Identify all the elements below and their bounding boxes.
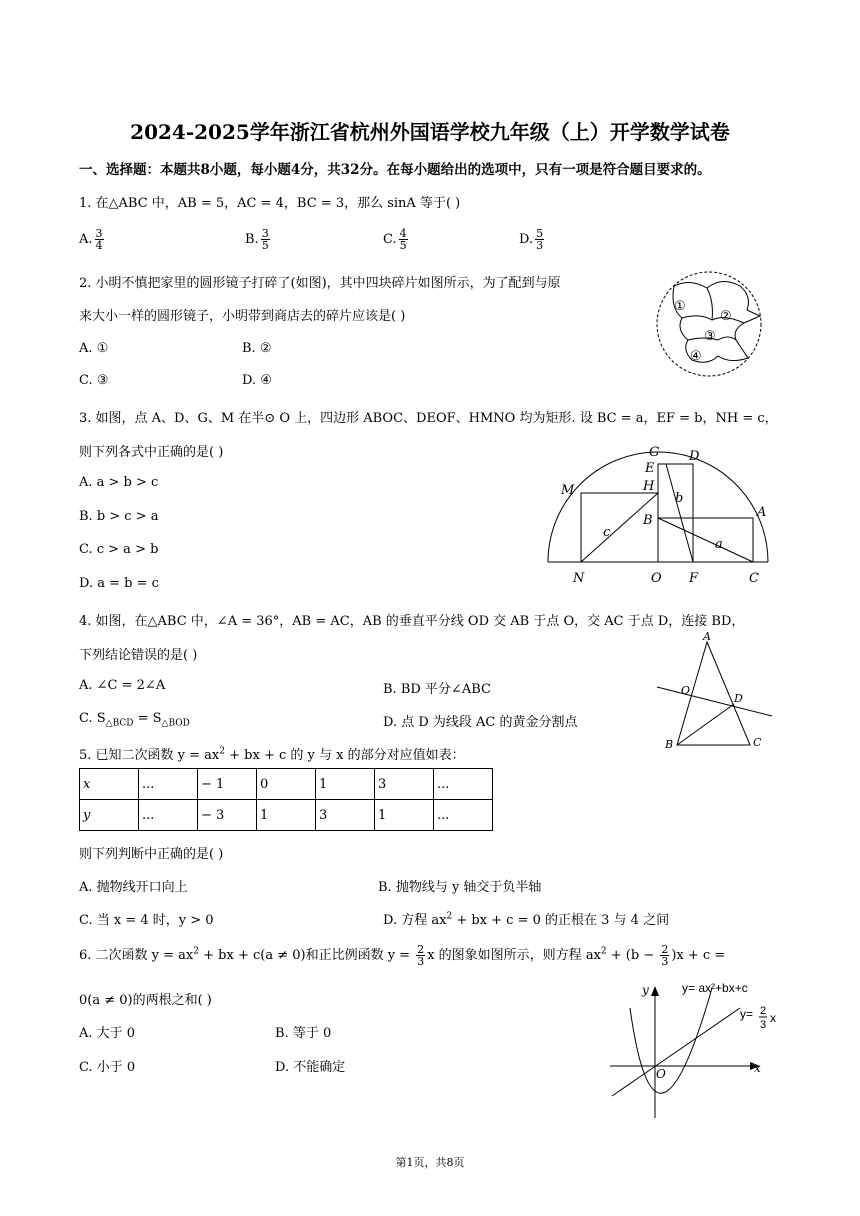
- table-cell: 3: [375, 769, 434, 800]
- q5-option-c: C. 当 x = 4 时，y > 0: [79, 913, 214, 928]
- line-label-x: x: [770, 1011, 776, 1025]
- q4-option-c: C. $S_{\triangle BCD} = S_{\triangle BOD}$: [79, 711, 190, 729]
- origin-label: O: [656, 1067, 666, 1081]
- label-o: O: [681, 684, 691, 697]
- q6-line2: 0(a ≠ 0)的两根之和( ): [79, 993, 212, 1008]
- table-cell: 1: [316, 769, 375, 800]
- q6-line1: 6. 二次函数 $y = ax^2$ + bx + c(a ≠ 0)和正比例函数 y = $\frac{2}{3}$ x 的图象如图所示，则方程 $ax^2 + (b$ − $\frac{2}{3}$ )x + c =: [79, 943, 726, 968]
- q3-line1: 3. 如图，点 A、D、G、M 在半⊙ O 上，四边形 ABOC、DEOF、HMNO 均为矩形. 设 BC = a，EF = b，NH = c，: [79, 411, 778, 426]
- y-axis-label: y: [642, 983, 649, 997]
- value-table: [79, 768, 493, 831]
- table-cell: ...: [434, 769, 493, 800]
- q5-option-a: A. 抛物线开口向上: [79, 880, 188, 895]
- q6-option-a: A. 大于 0: [79, 1026, 136, 1041]
- x-axis-label: x: [754, 1061, 761, 1075]
- q5-option-b: B. 抛物线与 y 轴交于负半轴: [378, 880, 542, 895]
- section-heading: 一、选择题：本题共8小题，每小题4分，共32分。在每小题给出的选项中，只有一项是符合题目要求的。: [79, 162, 711, 178]
- q4-line2: 下列结论错误的是( ): [79, 648, 198, 663]
- label-d: D: [689, 449, 700, 464]
- q1-option-b: B. $\frac{3}{5}$: [245, 227, 269, 252]
- table-cell: ...: [139, 769, 198, 800]
- seg-b: b: [675, 491, 684, 506]
- q2-line1: 2. 小明不慎把家里的圆形镜子打碎了(如图)，其中四块碎片如图所示，为了配到与原: [79, 276, 561, 291]
- table-cell: ...: [139, 800, 198, 831]
- broken-mirror-figure: [652, 268, 772, 383]
- q6-option-c: C. 小于 0: [79, 1060, 136, 1075]
- q2-line2: 来大小一样的圆形镜子，小明带到商店去的碎片应该是( ): [79, 309, 406, 324]
- seg-c: c: [603, 525, 611, 540]
- table-cell: 1: [257, 800, 316, 831]
- q3-option-b: B. b > c > a: [79, 509, 159, 524]
- q2-option-c: C. ③: [79, 373, 109, 388]
- label-a: A: [757, 505, 767, 520]
- line-label-prefix: y=: [740, 1007, 754, 1021]
- piece-3-label: ③: [704, 329, 716, 344]
- label-a: A: [703, 632, 711, 643]
- q2-option-a: A. ①: [79, 341, 109, 356]
- q1-option-a: A. $\frac{3}{4}$: [79, 227, 103, 252]
- table-row: [80, 800, 493, 831]
- label-h: H: [643, 479, 655, 494]
- piece-2-label: ②: [720, 309, 732, 324]
- isosceles-triangle-figure: [655, 632, 780, 757]
- label-g: G: [649, 445, 660, 460]
- q5-option-d: D. 方程 $ax^2$ + bx + c = 0 的正根在 3 与 4 之间: [383, 911, 670, 928]
- q5-ask: 则下列判断中正确的是( ): [79, 847, 224, 862]
- label-n: N: [573, 571, 585, 586]
- q1-option-d: D. $\frac{5}{3}$: [519, 227, 544, 252]
- q2-option-d: D. ④: [242, 373, 272, 388]
- q5-stem: 5. 已知二次函数 $y = ax^2$ + bx + c 的 y 与 x 的部分对应值如表：: [79, 746, 465, 763]
- label-m: M: [561, 483, 575, 498]
- q4-option-b: B. BD 平分∠ABC: [383, 682, 491, 697]
- table-row: [80, 769, 493, 800]
- q4-option-a: A. ∠C = 2∠A: [79, 678, 166, 693]
- q4-line1: 4. 如图，在△ABC 中，∠A = 36°，AB = AC，AB 的垂直平分线 OD 交 AB 于点 O，交 AC 于点 D，连接 BD，: [79, 614, 745, 629]
- q1-option-c: C. $\frac{4}{5}$: [383, 227, 407, 252]
- line-label-den: 3: [760, 1019, 767, 1031]
- piece-1-label: ①: [674, 299, 686, 314]
- label-b: B: [665, 738, 674, 751]
- table-cell: 1: [375, 800, 434, 831]
- table-cell: ...: [434, 800, 493, 831]
- q3-line2: 则下列各式中正确的是( ): [79, 445, 224, 460]
- table-cell: − 3: [198, 800, 257, 831]
- seg-a: a: [715, 537, 723, 552]
- page-title: 2024-2025学年浙江省杭州外国语学校九年级（上）开学数学试卷: [130, 120, 730, 144]
- parabola-line-figure: [600, 978, 790, 1123]
- label-f: F: [689, 571, 699, 586]
- line-label-num: 2: [760, 1005, 767, 1017]
- q4-option-d: D. 点 D 为线段 AC 的黄金分割点: [383, 715, 578, 730]
- q6-option-b: B. 等于 0: [275, 1026, 332, 1041]
- q3-option-a: A. a > b > c: [79, 475, 159, 490]
- q1-stem: 1. 在△ABC 中，AB = 5，AC = 4，BC = 3，那么 sinA 等于( ): [79, 196, 461, 211]
- page-footer: 第1页，共8页: [395, 1156, 465, 1169]
- q2-option-b: B. ②: [242, 341, 272, 356]
- parabola-label: y= ax²+bx+c: [682, 981, 748, 995]
- label-o: O: [651, 571, 662, 586]
- table-cell: y: [80, 800, 139, 831]
- table-cell: 0: [257, 769, 316, 800]
- label-b: B: [643, 513, 653, 528]
- q6-option-d: D. 不能确定: [275, 1060, 346, 1075]
- label-d: D: [734, 692, 743, 705]
- label-c: C: [749, 571, 759, 586]
- q3-option-d: D. a = b = c: [79, 576, 159, 591]
- label-c: C: [753, 736, 762, 749]
- table-cell: x: [80, 769, 139, 800]
- label-e: E: [645, 461, 655, 476]
- table-cell: 3: [316, 800, 375, 831]
- semicircle-figure: [545, 440, 780, 590]
- q3-option-c: C. c > a > b: [79, 542, 159, 557]
- table-cell: − 1: [198, 769, 257, 800]
- piece-4-label: ④: [690, 349, 702, 364]
